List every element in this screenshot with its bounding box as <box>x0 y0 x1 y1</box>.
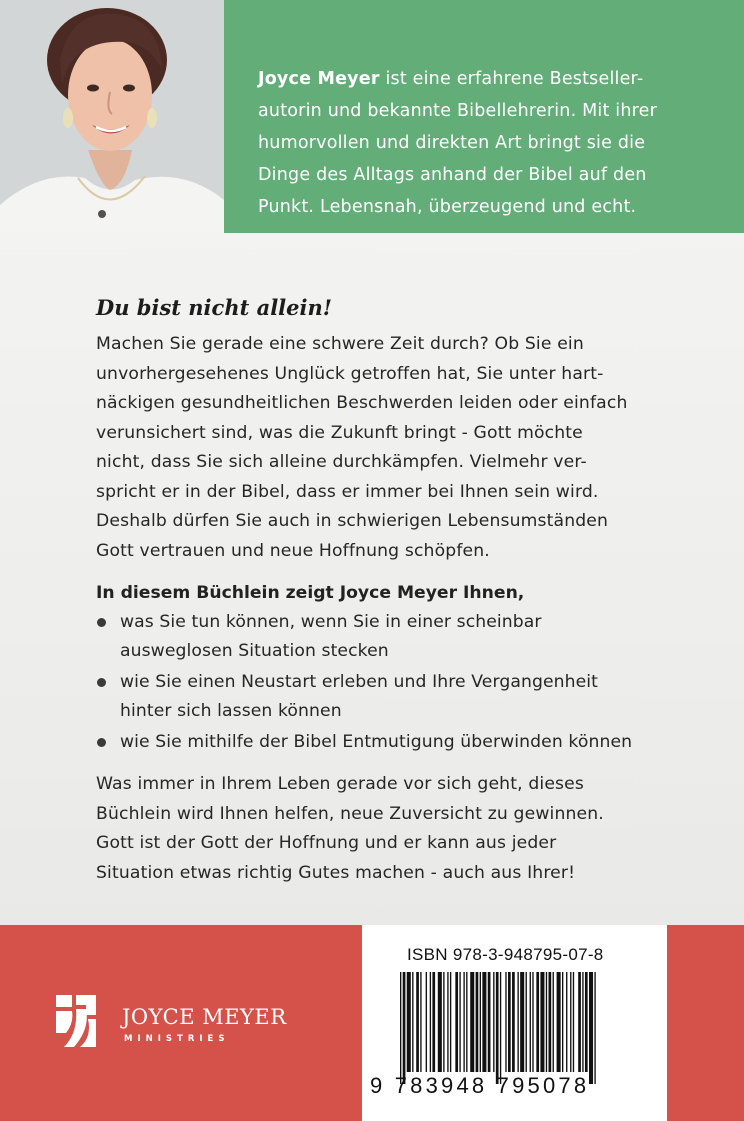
publisher-subtitle: MINISTRIES <box>124 1034 230 1044</box>
author-band <box>0 0 744 233</box>
publisher-name: JOYCE MEYER <box>122 1005 287 1029</box>
barcode-number: 9 783948 795078 <box>370 1073 590 1098</box>
barcode-bar <box>432 972 435 1072</box>
intro-line: spricht er in der Bibel, dass er immer bei Ihnen sein wird. <box>96 481 599 502</box>
author-bio-panel <box>224 0 744 233</box>
barcode-bar <box>546 972 547 1072</box>
barcode-bar <box>562 972 563 1072</box>
barcode-bar <box>540 972 544 1072</box>
barcode-bar <box>466 972 467 1072</box>
intro-line: Deshalb dürfen Sie auch in schwierigen Lebensumständen <box>96 511 609 531</box>
bio-line-4: Dinge des Alltags anhand der Bibel auf den <box>258 165 647 185</box>
bullet-icon <box>97 738 106 747</box>
intro-line: nicht, dass Sie sich alleine durchkämpfen. Vielmehr ver- <box>96 452 587 472</box>
feature-item <box>96 608 716 666</box>
barcode-bar <box>578 972 581 1072</box>
barcode-bar <box>443 972 444 1072</box>
barcode-bar <box>400 972 401 1084</box>
barcode-bar <box>430 972 431 1072</box>
bio-line-5: Punkt. Lebensnah, überzeugend und echt. <box>258 197 637 217</box>
feature-line: was Sie tun können, wenn Sie in einer scheinbar <box>120 612 542 632</box>
barcode-bar <box>532 972 533 1072</box>
barcode-bar <box>482 972 486 1072</box>
barcode-bar <box>463 972 464 1072</box>
barcode-bar <box>530 972 531 1072</box>
feature-line: hinter sich lassen können <box>120 701 342 721</box>
barcode-bar <box>517 972 518 1072</box>
bio-line-2: autorin und bekannte Bibellehrerin. Mit ihrer <box>258 101 658 121</box>
barcode-bar <box>450 972 451 1072</box>
barcode-bar <box>566 972 567 1072</box>
barcode-bar <box>426 972 427 1072</box>
barcode-bar <box>455 972 458 1072</box>
intro-line: Gott vertrauen und neue Hoffnung schöpfen. <box>96 540 490 561</box>
barcode-bar <box>476 972 479 1072</box>
closing-line: Situation etwas richtig Gutes machen - auch aus Ihrer! <box>96 862 576 883</box>
barcode-bar <box>416 972 419 1072</box>
isbn-label: ISBN 978-3-948795-07-8 <box>407 945 604 964</box>
barcode-bar <box>589 972 593 1084</box>
feature-line: wie Sie mithilfe der Bibel Entmutigung überwinden können <box>120 732 633 752</box>
barcode-bar <box>573 972 574 1072</box>
barcode-bar <box>508 972 511 1072</box>
barcode-bar <box>512 972 515 1072</box>
barcode-bar <box>526 972 527 1072</box>
closing-line: Was immer in Ihrem Leben gerade vor sich geht, dieses <box>96 774 584 794</box>
author-bio <box>258 63 728 223</box>
barcode-bar <box>520 972 524 1072</box>
barcode-bar <box>557 972 561 1072</box>
closing-paragraph <box>96 770 716 888</box>
barcode-bar <box>496 972 499 1084</box>
closing-line: Gott ist der Gott der Hoffnung und er kann aus jeder <box>96 833 557 853</box>
barcode-bar <box>480 972 481 1072</box>
headline: Du bist nicht allein! <box>96 295 332 320</box>
intro-paragraph <box>96 330 716 566</box>
intro-line: verunsichert sind, was die Zukunft bringt - Gott möchte <box>96 422 583 443</box>
barcode-bar <box>585 972 588 1072</box>
barcode-bar <box>447 972 448 1072</box>
barcode-bar <box>420 972 421 1072</box>
feature-item <box>96 668 716 726</box>
barcode-bar <box>438 972 442 1072</box>
barcode-bar <box>470 972 474 1072</box>
ministries-mark-icon <box>52 993 100 1049</box>
barcode-panel <box>362 925 667 1121</box>
feature-line: ausweglosen Situation stecken <box>120 641 389 661</box>
publisher-logo <box>52 993 312 1053</box>
intro-line: unvorhergesehenes Unglück getroffen hat, Sie unter hart- <box>96 363 604 384</box>
bullet-icon <box>97 618 106 627</box>
intro-line: Machen Sie gerade eine schwere Zeit durch? Ob Sie ein <box>96 334 584 354</box>
feature-item <box>96 728 716 757</box>
barcode-bar <box>570 972 571 1072</box>
barcode-bar <box>594 972 595 1084</box>
closing-line: Büchlein wird Ihnen helfen, neue Zuversicht zu gewinnen. <box>96 803 604 824</box>
barcode-bar <box>403 972 406 1084</box>
barcode-bar <box>412 972 413 1072</box>
feature-list-heading: In diesem Büchlein zeigt Joyce Meyer Ihnen, <box>96 583 525 603</box>
barcode-bar <box>488 972 491 1072</box>
barcode-bar <box>553 972 554 1072</box>
blurb <box>96 290 716 888</box>
author-portrait-illustration <box>0 0 224 233</box>
barcode-bar <box>500 972 501 1084</box>
barcode-bar <box>582 972 583 1072</box>
bullet-icon <box>97 678 106 687</box>
bio-author-name: Joyce Meyer <box>258 69 380 89</box>
author-photo <box>0 0 224 233</box>
bio-line-3: humorvollen und direkten Art bringt sie die <box>258 133 646 153</box>
barcode-bar <box>505 972 506 1072</box>
barcode-bar <box>536 972 539 1072</box>
feature-list <box>96 608 716 757</box>
barcode-bar <box>407 972 411 1072</box>
barcode-bar <box>459 972 460 1072</box>
barcode-bar <box>493 972 494 1072</box>
barcode-bar <box>549 972 552 1072</box>
intro-line: näckigen gesundheitlichen Beschwerden leiden oder einfach <box>96 393 628 413</box>
feature-line: wie Sie einen Neustart erleben und Ihre Vergangenheit <box>120 672 599 692</box>
bio-line-1-rest: ist eine erfahrene Bestseller- <box>385 69 644 89</box>
